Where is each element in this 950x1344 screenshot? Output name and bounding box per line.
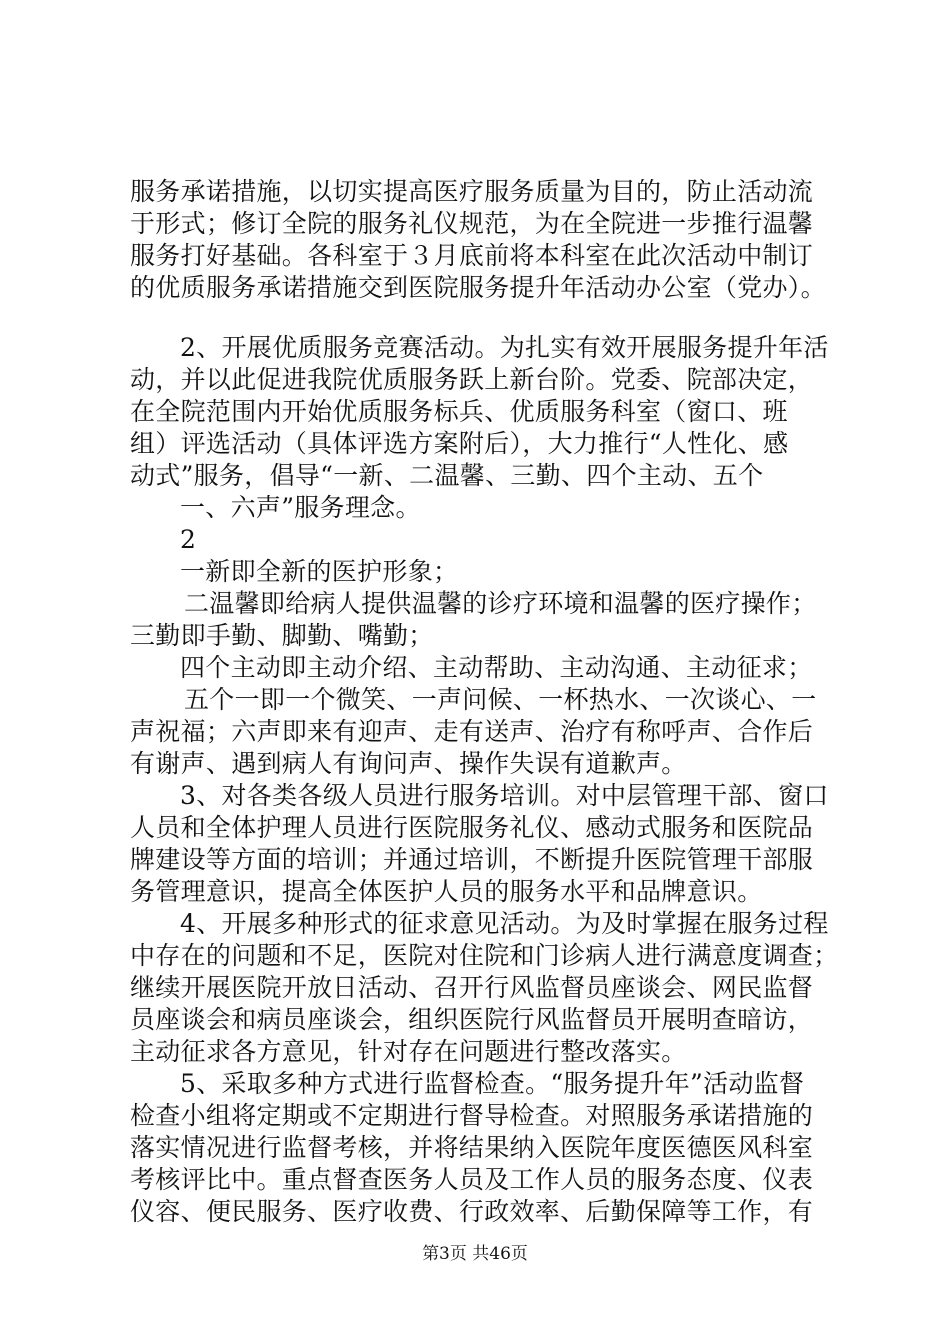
page-number-marker: 2 xyxy=(180,525,197,554)
text-line: 继续开展医院开放日活动、召开行风监督员座谈会、网民监督 xyxy=(130,973,814,1002)
text-line: 声祝福；六声即来有迎声、走有送声、治疗有称呼声、合作后 xyxy=(130,717,814,746)
text-line: 落实情况进行监督考核，并将结果纳入医院年度医德医风科室 xyxy=(130,1133,814,1162)
text-line: 组）评选活动（具体评选方案附后），大力推行“人性化、感 xyxy=(130,429,789,458)
page-number-label: 第3页 共46页 xyxy=(422,1244,528,1264)
text-line: 服务承诺措施，以切实提高医疗服务质量为目的，防止活动流 xyxy=(130,177,814,206)
text-line: 4、开展多种形式的征求意见活动。为及时掌握在服务过程 xyxy=(180,909,829,938)
text-line: 3、对各类各级人员进行服务培训。对中层管理干部、窗口 xyxy=(180,781,829,810)
text-line: 在全院范围内开始优质服务标兵、优质服务科室（窗口、班 xyxy=(130,397,788,426)
text-line: 仪容、便民服务、医疗收费、行政效率、后勤保障等工作，有 xyxy=(130,1197,814,1226)
text-line: 二温馨即给病人提供温馨的诊疗环境和温馨的医疗操作； xyxy=(184,589,817,618)
text-line: 牌建设等方面的培训；并通过培训，不断提升医院管理干部服 xyxy=(130,845,814,874)
paragraph-gap xyxy=(130,304,830,332)
text-line: 三勤即手勤、脚勤、嘴勤； xyxy=(130,621,434,650)
text-line: 有谢声、遇到病人有询问声、操作失误有道歉声。 xyxy=(130,749,687,778)
text-line: 一新即全新的医护形象； xyxy=(180,557,459,586)
text-line: 于形式；修订全院的服务礼仪规范，为在全院进一步推行温馨 xyxy=(130,209,814,238)
text-line: 一、六声”服务理念。 xyxy=(180,493,421,522)
text-line: 2、开展优质服务竞赛活动。为扎实有效开展服务提升年活 xyxy=(180,333,829,362)
text-line: 中存在的问题和不足，医院对住院和门诊病人进行满意度调查； xyxy=(130,941,839,970)
text-line: 人员和全体护理人员进行医院服务礼仪、感动式服务和医院品 xyxy=(130,813,814,842)
text-line: 5、采取多种方式进行监督检查。“服务提升年”活动监督 xyxy=(180,1069,805,1098)
text-line: 员座谈会和病员座谈会，组织医院行风监督员开展明查暗访， xyxy=(130,1005,814,1034)
text-line: 五个一即一个微笑、一声问候、一杯热水、一次谈心、一 xyxy=(184,685,817,714)
text-line: 动式”服务，倡导“一新、二温馨、三勤、四个主动、五个 xyxy=(130,461,764,490)
page-footer xyxy=(0,1243,950,1265)
text-line: 四个主动即主动介绍、主动帮助、主动沟通、主动征求； xyxy=(180,653,813,682)
text-line: 的优质服务承诺措施交到医院服务提升年活动办公室（党办）。 xyxy=(130,273,826,302)
text-line: 动，并以此促进我院优质服务跃上新台阶。党委、院部决定， xyxy=(130,365,814,394)
text-line: 考核评比中。重点督查医务人员及工作人员的服务态度、仪表 xyxy=(130,1165,814,1194)
text-line: 主动征求各方意见，针对存在问题进行整改落实。 xyxy=(130,1037,687,1066)
document-body xyxy=(130,176,839,1228)
text-line: 务管理意识，提高全体医护人员的服务水平和品牌意识。 xyxy=(130,877,763,906)
text-line: 服务打好基础。各科室于３月底前将本科室在此次活动中制订 xyxy=(130,241,814,270)
text-line: 检查小组将定期或不定期进行督导检查。对照服务承诺措施的 xyxy=(130,1101,814,1130)
